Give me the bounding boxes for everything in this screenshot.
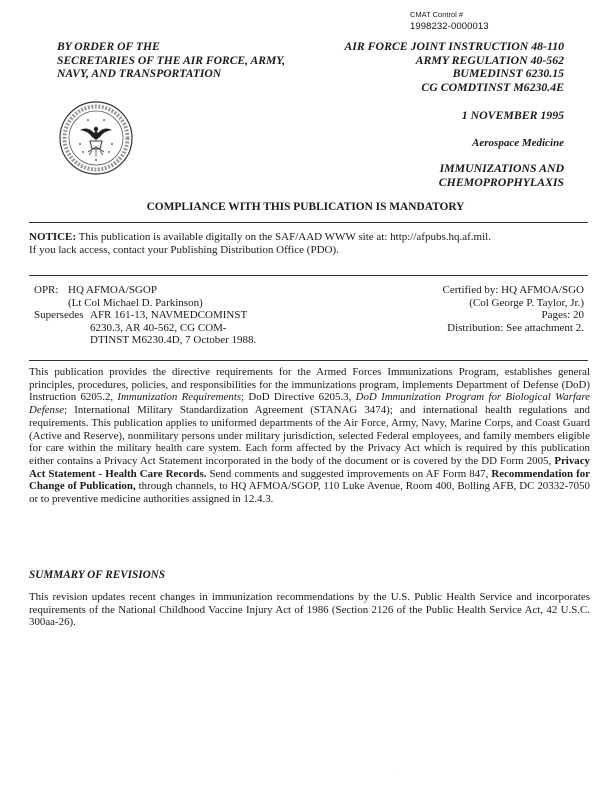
order-line: NAVY, AND TRANSPORTATION [57,67,222,80]
notice [29,231,594,257]
opr-person: (Lt Col Michael D. Parkinson) [68,296,203,309]
compliance-statement: COMPLIANCE WITH THIS PUBLICATION IS MANDATORY [146,201,465,213]
body-text: This publication provides the directive requirements for the Armed Forces Immunizations Program, establishes general principles, procedures, policies, and responsibilities for the immunizations program, implements Department of Defense (DoD) Instruction 6205.2, [29,366,590,404]
air-force-seal-icon [58,100,134,176]
control-number: 1998232-0000013 [410,21,489,32]
publication-id: AIR FORCE JOINT INSTRUCTION 48-110 [344,39,564,53]
supersedes-label: Supersedes [34,309,84,322]
publication-id: BUMEDINST 6230.15 [452,66,564,80]
notice-line-2: If you lack access, contact your Publishing Distribution Office (PDO). [29,244,339,257]
body-paragraph [29,366,590,506]
body-text: ; International Military Standardization Agreement (STANAG 3474); and international health regulations and requirements. This publication applies to uniformed departments of the Air Force, Army, Navy, Marine Corps, and Coast Guard (Active and Reserve), nonmilitary persons under military jurisdiction, selected Federal employees, and family members eligible for care within the military health care system. Each form affected by the Privacy Act which is required by this publication either contains a Privacy Act Statement incorporated in the body of the document or is covered by the DD Form 2005, [29,404,590,467]
order-line: SECRETARIES OF THE AIR FORCE, ARMY, [57,53,286,67]
title-line: CHEMOPROPHYLAXIS [438,175,564,189]
summary-text: This revision updates recent changes in immunization recommendations by the U.S. Public Health Service and incorporates requirements of the National Childhood Vaccine Injury Act of 1986 (Section 2126 of the Public Health Service Act, 42 U.S.C. 300aa-26). [29,591,590,629]
body-text: through channels, to HQ AFMOA/SGOP, 110 Luke Avenue, Room 400, Bolling AFB, DC 20332-7050 or to preventive medicine authorities assigned in 12.4.3. [29,480,590,506]
notice-label: NOTICE: [29,231,77,243]
notice-line-1: This publication is available digitally on the SAF/AAD WWW site at: http://afpubs.hq.af.mil. [78,231,491,243]
publication-id: ARMY REGULATION 40-562 [415,52,564,67]
distribution: Distribution: See attachment 2. [447,321,584,334]
divider [29,275,588,276]
scan-mark: · [399,773,401,778]
supersedes-line: DTINST M6230.4D, 7 October 1988. [90,334,257,347]
publication-date: 1 NOVEMBER 1995 [461,108,564,122]
publication-title [439,161,564,189]
page-count: Pages: 20 [541,309,584,322]
divider [29,360,588,361]
body-bold-title: Recommendation for Change of Publication, [29,467,590,493]
body-italic-title: Immunization Requirements [117,391,242,404]
publication-id: CG COMDTINST M6230.4E [421,79,564,94]
body-text: Send comments and suggested improvements on AF Form 847, [206,467,492,480]
supersedes-line: 6230.3, AR 40-562, CG COM- [90,321,227,334]
body-italic-title: DoD Immunization Program for Biological Warfare Defense [29,391,590,417]
control-label: CMAT Control # [410,10,464,19]
opr-block [34,284,256,347]
order-line: BY ORDER OF THE [57,40,160,53]
opr-value: HQ AFMOA/SGOP [68,284,157,296]
body-text: ; DoD Directive 6205.3, [241,391,356,404]
certification-block [443,284,584,334]
opr-label: OPR: [34,284,59,296]
divider [29,222,588,223]
supersedes-value [90,309,256,347]
publication-category: Aerospace Medicine [472,137,564,149]
body-bold-title: Privacy Act Statement - Health Care Records. [29,454,590,480]
certified-by: Certified by: HQ AFMOA/SGO [442,284,584,296]
summary-heading: SUMMARY OF REVISIONS [29,569,165,581]
certifier-name: (Col George P. Taylor, Jr.) [469,296,584,309]
by-order-block [57,40,285,81]
title-line: IMMUNIZATIONS AND [439,161,564,175]
supersedes-line: AFR 161-13, NAVMEDCOMINST [90,309,248,322]
publication-ids [344,40,564,94]
